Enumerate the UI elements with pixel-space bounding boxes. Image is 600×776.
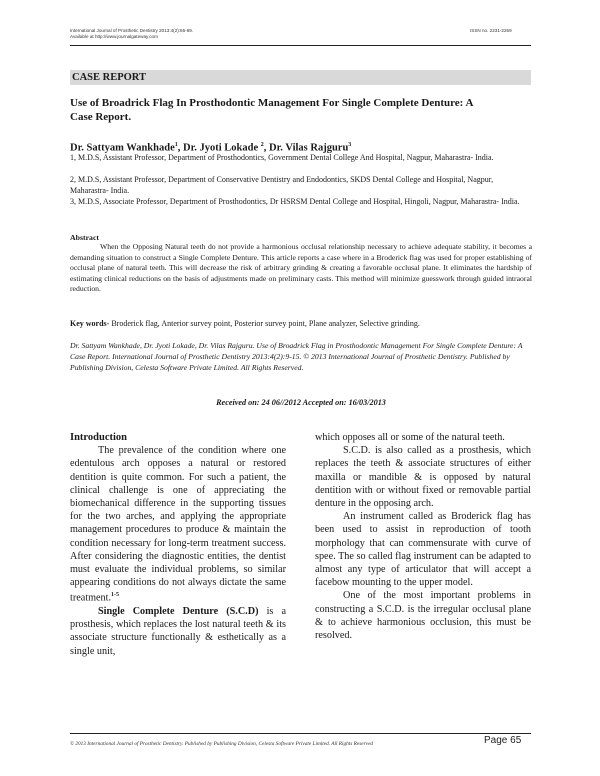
scd-term: Single Complete Denture (S.C.D) — [98, 606, 259, 618]
affiliation-3: 3, M.D.S, Associate Professor, Department of Prosthodontics, Dr HSRSM Dental College and Hospital, Hingoli, Nagpur, Maharastra- India. — [70, 197, 520, 206]
author-2: Dr. Jyoti Lokade — [182, 142, 261, 154]
author-1: Dr. Sattyam Wankhade — [70, 142, 175, 154]
available-line: Available at http://www.journalgateway.com — [70, 34, 158, 39]
title-line-2: Case Report. — [70, 111, 132, 123]
affiliation-2: 2, M.D.S, Assistant Professor, Department of Conservative Dentistry and Endodontics, SKDS Dental College and Hospital, Nagpur, Maharastra- India. — [70, 175, 494, 195]
affiliation-1: 1, M.D.S, Assistant Professor, Department of Prosthodontics, Government Dental College And Hospital, Nagpur, Maharastra- India. — [70, 153, 494, 162]
reference-marker: 1-5 — [111, 592, 120, 599]
right-paragraph-1: S.C.D. is also called as a prosthesis, which replaces the teeth & associate structures of either maxilla or mandible & is opposed by natural dentition with or without fixed or removable partial denture in the opposing arch. — [315, 445, 531, 510]
received-dates: Received on: 24 06//2012 Accepted on: 16/03/2013 — [216, 398, 386, 407]
author-sep: , — [177, 142, 183, 154]
abstract-heading: Abstract — [70, 233, 100, 242]
intro-paragraph-1-text: The prevalence of the condition where one edentulous arch opposes a natural or restored dentition is quite common. For such a patient, the clinical challenge is one of appreciating the biomechanical difference in the supporting tissues for the two arches, and applying the appropriate management procedures to produce & maintain the condition necessary for long-term treatment success. After considering the diagnostic entities, the dentist must evaluate the individual problems, so similar appearing conditions do not always dictate the same treatment. — [70, 445, 286, 604]
intro-paragraph-1 — [70, 444, 286, 605]
right-paragraph-0: which opposes all or some of the natural teeth. — [315, 432, 505, 443]
header-rule — [70, 45, 531, 46]
author-3-sup: 3 — [348, 142, 352, 148]
author-sep: , — [263, 142, 270, 154]
right-paragraph-3: One of the most important problems in constructing a S.C.D. is the irregular occlusal plane & to achieve harmonious occlusion, this must be resolved. — [315, 590, 531, 642]
intro-paragraph-2-text: is a prosthesis, which replaces the lost natural teeth & its associate structure functionally & esthetically as a single unit, — [70, 606, 286, 657]
author-2-sup: 2 — [260, 142, 264, 148]
keywords — [70, 318, 532, 329]
title-line-1: Use of Broadrick Flag In Prosthodontic Management For Single Complete Denture: A — [70, 97, 474, 109]
issn: ISSN no. 2231-2269 — [470, 28, 512, 33]
right-column — [315, 431, 531, 642]
introduction-heading: Introduction — [70, 432, 127, 443]
abstract-text: When the Opposing Natural teeth do not provide a harmonious occlusal relationship necessary to achieve adequate stability, it becomes a demanding situation to construct a Single Complete Denture. This article reports a case where in a Broderick flag was used for proper establishing of occlusal plane of natural teeth. This will decrease the risk of arbitrary grinding & creating a favorable occlusal plane. It eliminates the hardship of estimating clinical reductions on the basis of adjustments made on preliminary casts. This method will minimize guesswork through guided intraoral reduction. — [70, 242, 532, 294]
footer-copyright: © 2013 International Journal of Prosthetic Dentistry. Published by Publishing Division, Celesta Software Private Limited. All Rights Reserved — [70, 741, 374, 747]
keywords-text: - Broderick flag, Anterior survey point, Posterior survey point, Plane analyzer, Selective grinding. — [106, 319, 420, 328]
author-1-sup: 1 — [174, 142, 178, 148]
page-number: Page 65 — [484, 735, 522, 746]
section-banner: CASE REPORT — [70, 70, 531, 85]
journal-line: International Journal of Prosthetic Dentistry 2013:4(2):65-69. — [70, 28, 194, 33]
keywords-label: Key words — [70, 319, 107, 328]
footer-rule — [70, 733, 531, 734]
citation: Dr. Sattyam Wankhade, Dr. Jyoti Lokade, Dr. Vilas Rajguru. Use of Broadrick Flag in Prosthodontic Management For Single Complete Denture: A Case Report. International Journal of Prosthetic Dentistry 2013:4(2):9-15. © 2013 International Journal of Prosthetic Dentistry. Published by Publishing Division, Celesta Software Private Limited. All Rights Reserved. — [70, 341, 523, 372]
author-3: Dr. Vilas Rajguru — [269, 142, 349, 154]
intro-paragraph-2 — [70, 605, 286, 658]
left-column — [70, 431, 286, 658]
article-title — [70, 96, 530, 124]
journal-citation-header — [70, 28, 193, 40]
right-paragraph-2: An instrument called as Broderick flag has been used to assist in reproduction of tooth morphology that can commensurate with curve of spee. The so called flag instrument can be adapted to almost any type of articulator that will accept a facebow mounting to the upper model. — [315, 511, 531, 589]
